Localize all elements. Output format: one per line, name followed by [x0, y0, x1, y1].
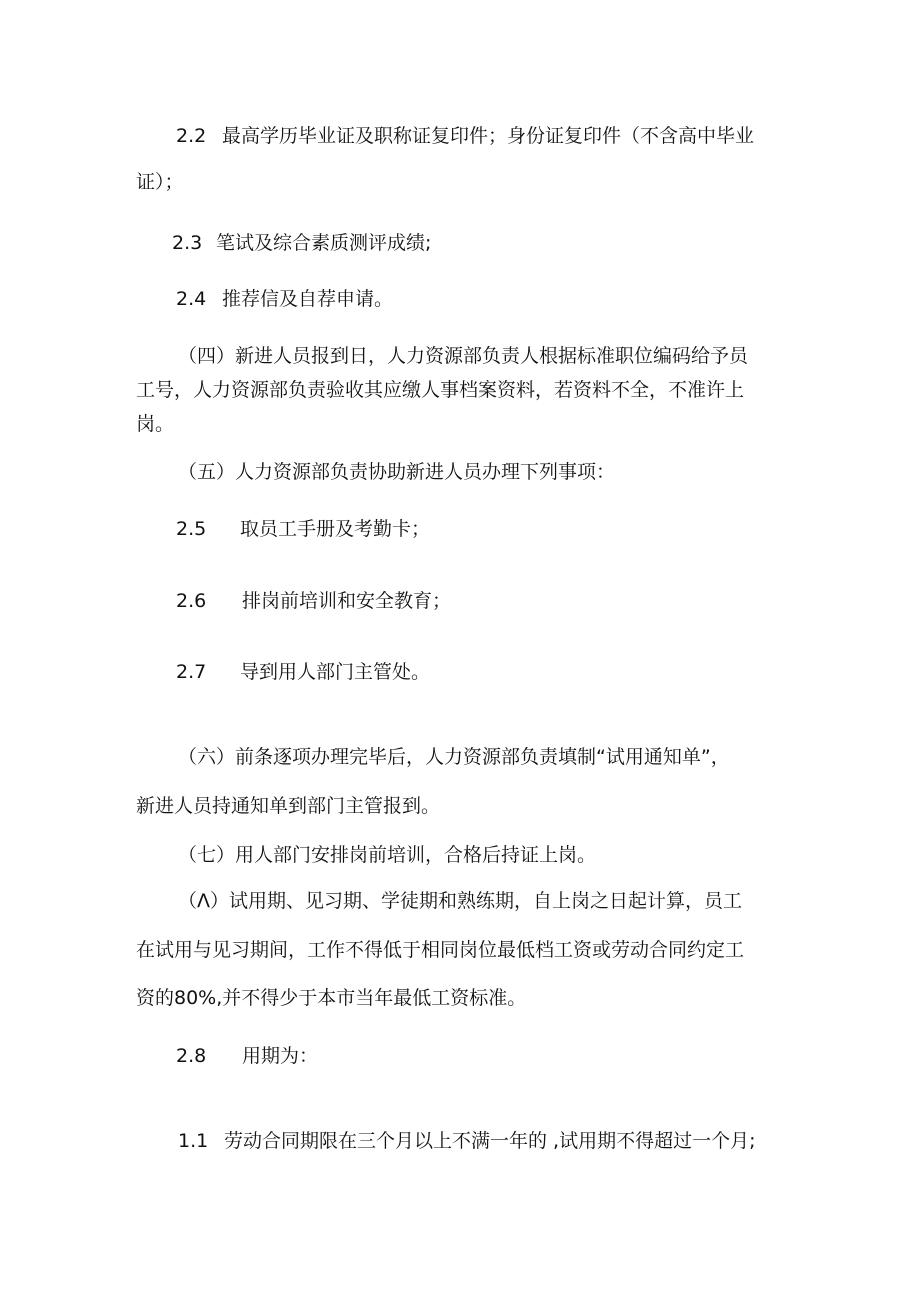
item-2-3	[172, 231, 431, 255]
item-number: 2.7	[176, 661, 207, 683]
item-text: 最高学历毕业证及职称证复印件；身份证复印件（不含高中毕业	[222, 125, 755, 147]
paragraph-8-line-1: （Λ）试用期、见习期、学徒期和熟练期，自上岗之日起计算，员工	[178, 890, 742, 912]
item-number: 2.8	[176, 1045, 207, 1067]
item-number: 2.4	[176, 288, 207, 310]
paragraph-4-line-2: 工号，人力资源部负责验收其应缴人事档案资料，若资料不全，不准许上	[136, 379, 745, 401]
item-number: 2.2	[176, 125, 207, 147]
paragraph-6-line-2: 新进人员持通知单到部门主管报到。	[136, 795, 441, 817]
item-2-2	[176, 124, 754, 148]
item-text: 导到用人部门主管处。	[240, 661, 431, 683]
item-2-5	[176, 517, 430, 541]
item-text: 笔试及综合素质测评成绩;	[216, 232, 432, 254]
item-2-4	[176, 287, 393, 311]
paragraph-7-line-1: （七）用人部门安排岗前培训，合格后持证上岗。	[178, 844, 597, 866]
item-2-8	[176, 1044, 318, 1068]
item-number: 2.6	[176, 590, 207, 612]
paragraph-8-line-2: 在试用与见习期间，工作不得低于相同岗位最低档工资或劳动合同约定工	[136, 939, 745, 961]
item-text: 推荐信及自荐申请。	[222, 288, 394, 310]
paragraph-6-line-1: （六）前条逐项办理完毕后，人力资源部负责填制“试用通知单”，	[178, 746, 730, 768]
item-1-1	[178, 1129, 755, 1153]
paragraph-4-line-1: （四）新进人员报到日，人力资源部负责人根据标准职位编码给予员	[178, 345, 749, 367]
item-2-2-continuation: 证）；	[136, 171, 184, 193]
item-2-7	[176, 660, 430, 684]
paragraph-8-line-3: 资的80%,并不得少于本市当年最低工资标准。	[136, 987, 527, 1009]
item-2-6	[176, 589, 451, 613]
item-text: 用期为：	[242, 1045, 319, 1067]
paragraph-4-line-3: 岗。	[136, 413, 175, 435]
item-text: 劳动合同期限在三个月以上不满一年的 ,试用期不得超过一个月;	[224, 1130, 756, 1152]
item-number: 1.1	[178, 1130, 209, 1152]
item-number: 2.3	[172, 232, 203, 254]
item-text: 取员工手册及考勤卡；	[240, 518, 431, 540]
item-text: 排岗前培训和安全教育；	[242, 590, 452, 612]
item-number: 2.5	[176, 518, 207, 540]
paragraph-5-line-1: （五）人力资源部负责协助新进人员办理下列事项：	[178, 461, 616, 483]
